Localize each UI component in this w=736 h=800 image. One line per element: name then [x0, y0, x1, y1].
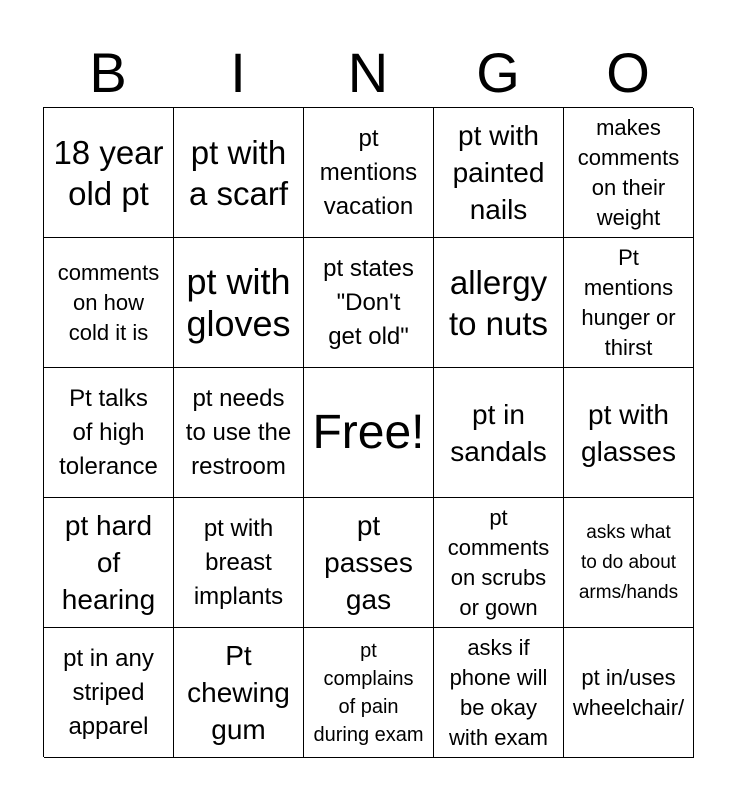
- bingo-cell[interactable]: [44, 108, 174, 238]
- bingo-cell[interactable]: [44, 498, 174, 628]
- cell-text: pt complains of pain during exam: [313, 639, 424, 746]
- bingo-cell[interactable]: [434, 108, 564, 238]
- cell-text: pt with glasses: [581, 398, 676, 467]
- bingo-cell[interactable]: [174, 628, 304, 758]
- bingo-cell[interactable]: [564, 238, 694, 368]
- header-letter-i: I: [230, 41, 246, 104]
- cell-text: pt hard of hearing: [61, 510, 156, 615]
- bingo-cell[interactable]: [304, 498, 434, 628]
- bingo-cell[interactable]: [44, 628, 174, 758]
- cell-text: Pt mentions hunger or thirst: [581, 244, 676, 360]
- header-letter-b: B: [89, 41, 127, 104]
- bingo-cell[interactable]: [174, 368, 304, 498]
- cell-text: asks if phone will be okay with exam: [448, 634, 549, 750]
- cell-text: makes comments on their weight: [577, 114, 680, 230]
- bingo-cell[interactable]: [564, 498, 694, 628]
- bingo-cell[interactable]: [434, 238, 564, 368]
- cell-text: pt comments on scrubs or gown: [447, 504, 550, 620]
- bingo-cell[interactable]: [44, 368, 174, 498]
- cell-text: pt in any striped apparel: [63, 644, 154, 740]
- cell-text: pt needs to use the restroom: [185, 384, 292, 480]
- cell-text: allergy to nuts: [448, 263, 549, 342]
- bingo-cell[interactable]: [174, 238, 304, 368]
- cell-text: comments on how cold it is: [57, 259, 160, 345]
- header-letter-n: N: [347, 41, 389, 104]
- bingo-cell[interactable]: [174, 108, 304, 238]
- bingo-cell[interactable]: [174, 498, 304, 628]
- cell-text: asks what to do about arms/hands: [578, 521, 679, 603]
- cell-text: pt with breast implants: [193, 514, 284, 610]
- bingo-cell[interactable]: [564, 108, 694, 238]
- bingo-cell[interactable]: [564, 368, 694, 498]
- cell-text: Pt talks of high tolerance: [59, 384, 158, 480]
- cell-text: pt passes gas: [324, 510, 413, 615]
- cell-text: pt in sandals: [450, 398, 547, 467]
- cell-text: pt states "Don't get old": [323, 254, 414, 350]
- header-letter-g: G: [476, 41, 520, 104]
- cell-text: pt in/uses wheelchair/: [572, 664, 685, 720]
- cell-text: pt with gloves: [186, 260, 291, 344]
- bingo-cell[interactable]: [304, 628, 434, 758]
- bingo-cell[interactable]: [304, 238, 434, 368]
- cell-text: pt with painted nails: [452, 120, 545, 225]
- cell-text: 18 year old pt: [53, 133, 164, 212]
- cell-text: pt mentions vacation: [319, 124, 418, 220]
- bingo-header: [43, 40, 693, 106]
- cell-text: pt with a scarf: [188, 133, 289, 212]
- bingo-cell[interactable]: [434, 628, 564, 758]
- bingo-cell[interactable]: [434, 498, 564, 628]
- cell-text: Free!: [312, 405, 425, 459]
- bingo-cell[interactable]: [304, 108, 434, 238]
- free-space[interactable]: [304, 368, 434, 498]
- bingo-cell[interactable]: [564, 628, 694, 758]
- bingo-cell[interactable]: [434, 368, 564, 498]
- cell-text: Pt chewing gum: [187, 640, 290, 745]
- bingo-card: [43, 107, 693, 757]
- bingo-cell[interactable]: [44, 238, 174, 368]
- header-letter-o: O: [606, 41, 650, 104]
